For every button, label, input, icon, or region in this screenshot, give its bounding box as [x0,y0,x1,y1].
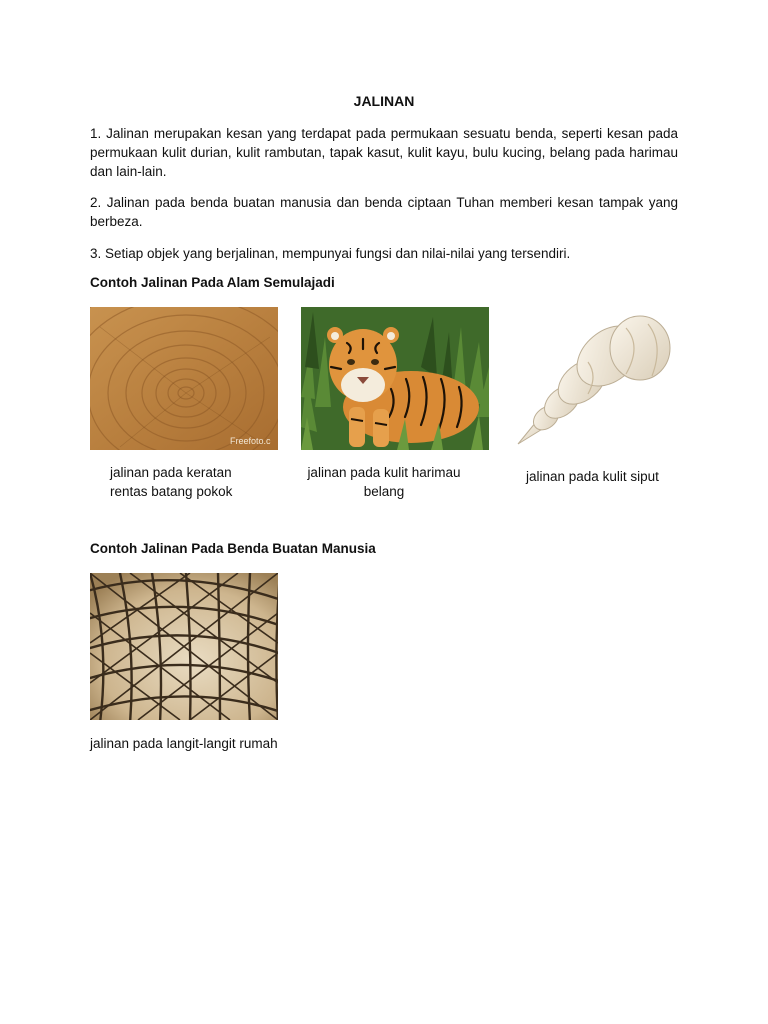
section-heading-manmade: Contoh Jalinan Pada Benda Buatan Manusia [90,541,376,556]
watermark-text: Freefoto.c [230,436,271,446]
caption-shell: jalinan pada kulit siput [526,469,659,484]
caption-dome: jalinan pada langit-langit rumah [90,736,278,751]
paragraph-1: 1. Jalinan merupakan kesan yang terdapat pada permukaan sesuatu benda, seperti kesan pada permukaan kulit durian, kulit rambutan, tapak kasut, kulit kayu, bulu kucing, belang pada harimau dan lain-lain. [90,126,678,179]
paragraph-3: 3. Setiap objek yang berjalinan, mempunyai fungsi dan nilai-nilai yang tersendiri. [90,246,571,261]
seashell-image [514,310,676,450]
tiger-image [301,307,489,450]
caption-wood: jalinan pada keratan rentas batang pokok [110,465,233,499]
caption-tiger: jalinan pada kulit harimau belang [307,465,461,499]
section-heading-nature: Contoh Jalinan Pada Alam Semulajadi [90,275,335,290]
dome-ceiling-image [90,573,278,720]
wood-cross-section-image [90,307,278,450]
paragraph-2: 2. Jalinan pada benda buatan manusia dan benda ciptaan Tuhan memberi kesan tampak yang berbeza. [90,195,678,229]
page-title: JALINAN [353,93,415,109]
